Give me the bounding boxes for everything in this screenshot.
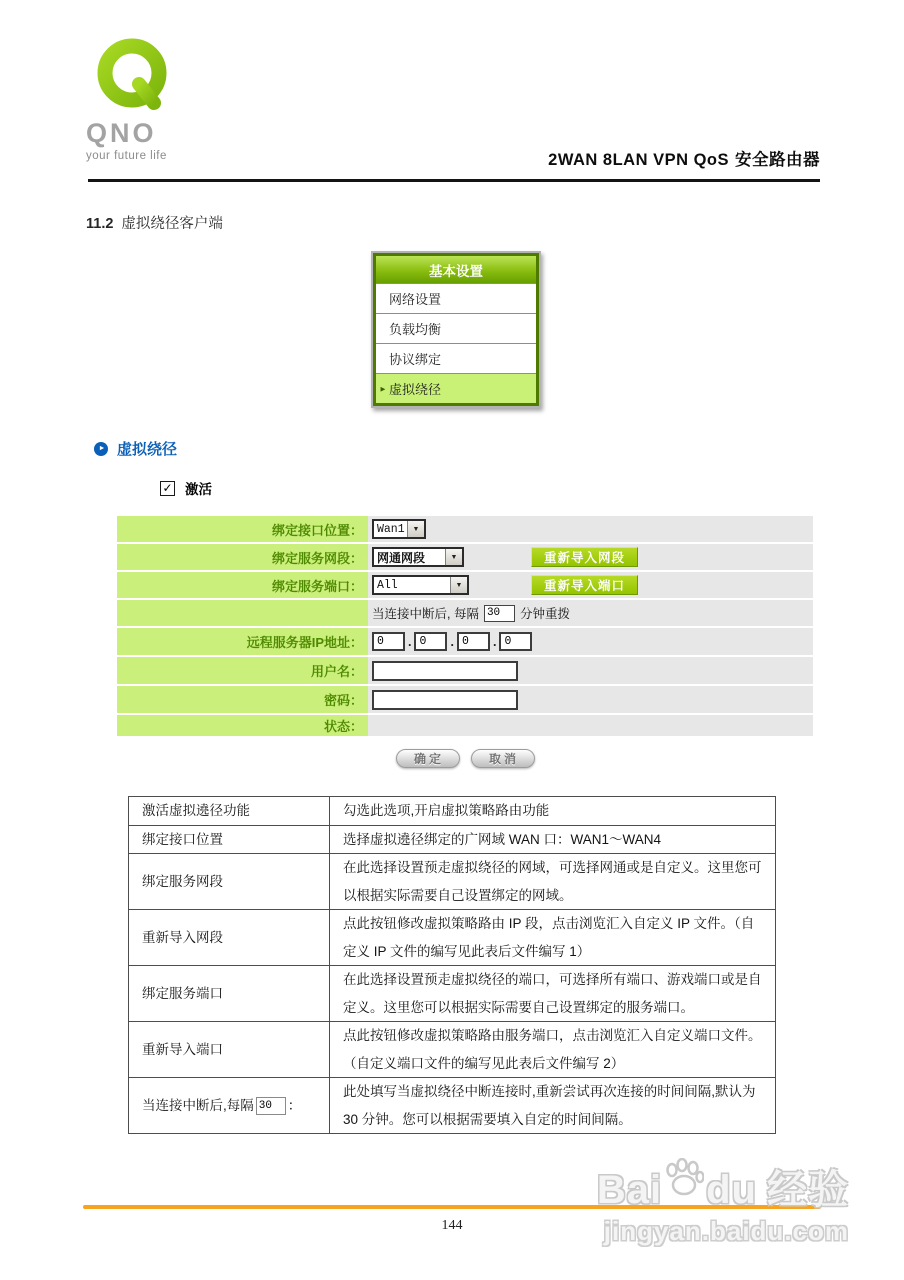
section-title-text: 虚拟绕径客户端 [121, 216, 223, 232]
menu-item[interactable] [376, 283, 536, 313]
desc-term-cell: 绑定服务端口 [129, 966, 330, 1022]
paw-icon [664, 1158, 704, 1196]
section-number: 11.2 [86, 216, 114, 232]
bind-port-label: 绑定服务端口： [117, 572, 368, 598]
description-table [128, 796, 776, 1134]
desc-text-cell: 在此选择设置预走虚拟绕径的端口，可选择所有端口、游戏端口或是自定义。这里您可以根据实际需要自己设置绑定的服务端口。 [330, 966, 776, 1022]
redial-row [117, 600, 813, 626]
bind-interface-value: Wan1 [377, 522, 405, 536]
basic-settings-menu [371, 251, 541, 408]
username-label: 用户名： [117, 657, 368, 684]
activate-row [160, 478, 212, 498]
bind-segment-row [117, 544, 813, 570]
redial-suffix: 分钟重拨 [519, 607, 570, 621]
dropdown-arrow-icon: ▼ [445, 549, 462, 565]
watermark-brand-right: du [706, 1168, 757, 1212]
header-title-en: 2WAN 8LAN VPN QoS [548, 151, 729, 169]
virtual-route-form [117, 516, 813, 738]
remote-ip-octet-1[interactable] [372, 632, 405, 651]
cancel-button[interactable]: 取消 [471, 749, 535, 768]
status-label: 状态： [117, 715, 368, 736]
username-row [117, 657, 813, 684]
dropdown-arrow-icon: ▼ [450, 577, 467, 593]
watermark-url: jingyan.baidu.com [603, 1216, 849, 1246]
desc-text-cell: 点此按钮修改虚拟策略路由服务端口，点击浏览汇入自定义端口文件。（自定义端口文件的编写见此表后文件编写 2） [330, 1022, 776, 1078]
menu-item-label: 协议绑定 [389, 352, 442, 367]
watermark-logo [597, 1158, 849, 1210]
desc-table-row [129, 854, 776, 910]
watermark-brand-suffix: 经验 [767, 1168, 849, 1212]
watermark-brand-left: Bai [596, 1168, 663, 1212]
active-item-arrow-icon: ► [379, 384, 387, 393]
footer-divider [83, 1205, 821, 1209]
reimport-port-button[interactable]: 重新导入端口 [531, 575, 638, 595]
page-number: 144 [441, 1218, 463, 1233]
desc-term-cell: 绑定服务网段 [129, 854, 330, 910]
remote-ip-octet-4[interactable] [499, 632, 532, 651]
bind-interface-row [117, 516, 813, 542]
desc-table-body [129, 797, 776, 1134]
menu-item-label: 网络设置 [389, 292, 442, 307]
password-label: 密码： [117, 686, 368, 713]
remote-ip-octet-3[interactable] [457, 632, 490, 651]
remote-ip-octet-2[interactable] [414, 632, 447, 651]
menu-item[interactable] [376, 373, 536, 403]
menu-item[interactable] [376, 313, 536, 343]
bind-port-select[interactable] [372, 575, 469, 595]
qno-q-icon [92, 36, 174, 124]
desc-term-cell: 激活虚拟遶径功能 [129, 797, 330, 826]
bind-port-value: All [377, 578, 398, 592]
desc-term-cell: 重新导入网段 [129, 910, 330, 966]
desc-term-cell [129, 1078, 330, 1134]
desc-text-cell: 在此选择设置预走虚拟绕径的网域，可选择网通或是自定义。这里您可以根据实际需要自己设置绑定的网域。 [330, 854, 776, 910]
desc-table-row [129, 1022, 776, 1078]
desc-term-cell: 绑定接口位置 [129, 825, 330, 854]
menu-items [376, 283, 536, 403]
redial-prefix: 当连接中断后, 每隔 [372, 607, 479, 621]
desc-table-row [129, 797, 776, 826]
play-circle-icon: ► [94, 442, 108, 456]
bind-segment-label: 绑定服务网段： [117, 544, 368, 570]
ok-button[interactable]: 确定 [396, 749, 460, 768]
remote-ip-row [117, 628, 813, 655]
menu-header: 基本设置 [376, 256, 536, 283]
ip-dot: . [408, 634, 412, 649]
form-actions [117, 749, 813, 768]
desc-table-row [129, 910, 776, 966]
bind-port-row [117, 572, 813, 598]
remote-ip-label: 远程服务器IP地址： [117, 628, 368, 655]
reimport-segment-button[interactable]: 重新导入网段 [531, 547, 638, 567]
bind-interface-label: 绑定接口位置： [117, 516, 368, 542]
menu-item-label: 负载均衡 [389, 322, 442, 337]
redial-empty-label [117, 600, 368, 626]
header-divider [88, 179, 820, 182]
desc-table-row [129, 1078, 776, 1134]
activate-label: 激活 [185, 482, 212, 497]
desc-text-cell: 选择虚拟遶径绑定的广网域 WAN 口：WAN1～WAN4 [330, 825, 776, 854]
desc-text-cell: 点此按钮修改虚拟策略路由 IP 段，点击浏览汇入自定义 IP 文件。（自定义 IP 文件的编写见此表后文件编写 1） [330, 910, 776, 966]
password-input[interactable] [372, 690, 518, 710]
menu-item-label: 虚拟绕径 [389, 382, 442, 397]
status-value [368, 715, 813, 736]
desc-table-row [129, 966, 776, 1022]
bind-segment-select[interactable] [372, 547, 464, 567]
desc-table-row [129, 825, 776, 854]
desc-term-prefix: 当连接中断后,每隔 [142, 1097, 254, 1113]
virtual-route-heading [94, 438, 177, 459]
header-title-zh: 安全路由器 [735, 151, 820, 169]
bind-interface-select[interactable] [372, 519, 426, 539]
desc-interval-input[interactable] [256, 1097, 286, 1115]
dropdown-arrow-icon: ▼ [407, 521, 424, 537]
menu-item[interactable] [376, 343, 536, 373]
password-row [117, 686, 813, 713]
activate-checkbox[interactable]: ✓ [160, 481, 175, 496]
redial-interval-input[interactable] [484, 605, 515, 622]
status-row [117, 715, 813, 736]
desc-term-suffix: ： [287, 1097, 302, 1113]
username-input[interactable] [372, 661, 518, 681]
bind-segment-value: 网通网段 [377, 550, 426, 565]
ip-dot: . [450, 634, 454, 649]
ip-dot: . [492, 634, 497, 649]
desc-text-cell: 此处填写当虚拟绕径中断连接时,重新尝试再次连接的时间间隔,默认为 30 分钟。您可以根据需要填入自定的时间间隔。 [330, 1078, 776, 1134]
qno-logo [86, 36, 206, 162]
logo-tagline: your future life [86, 150, 167, 162]
virtual-route-heading-text: 虚拟绕径 [117, 441, 178, 458]
logo-brand-text: QNO [86, 118, 157, 148]
desc-text-cell: 勾选此选项,开启虚拟策略路由功能 [330, 797, 776, 826]
page-header-title [548, 146, 820, 170]
desc-term-cell: 重新导入端口 [129, 1022, 330, 1078]
section-title [86, 212, 223, 233]
